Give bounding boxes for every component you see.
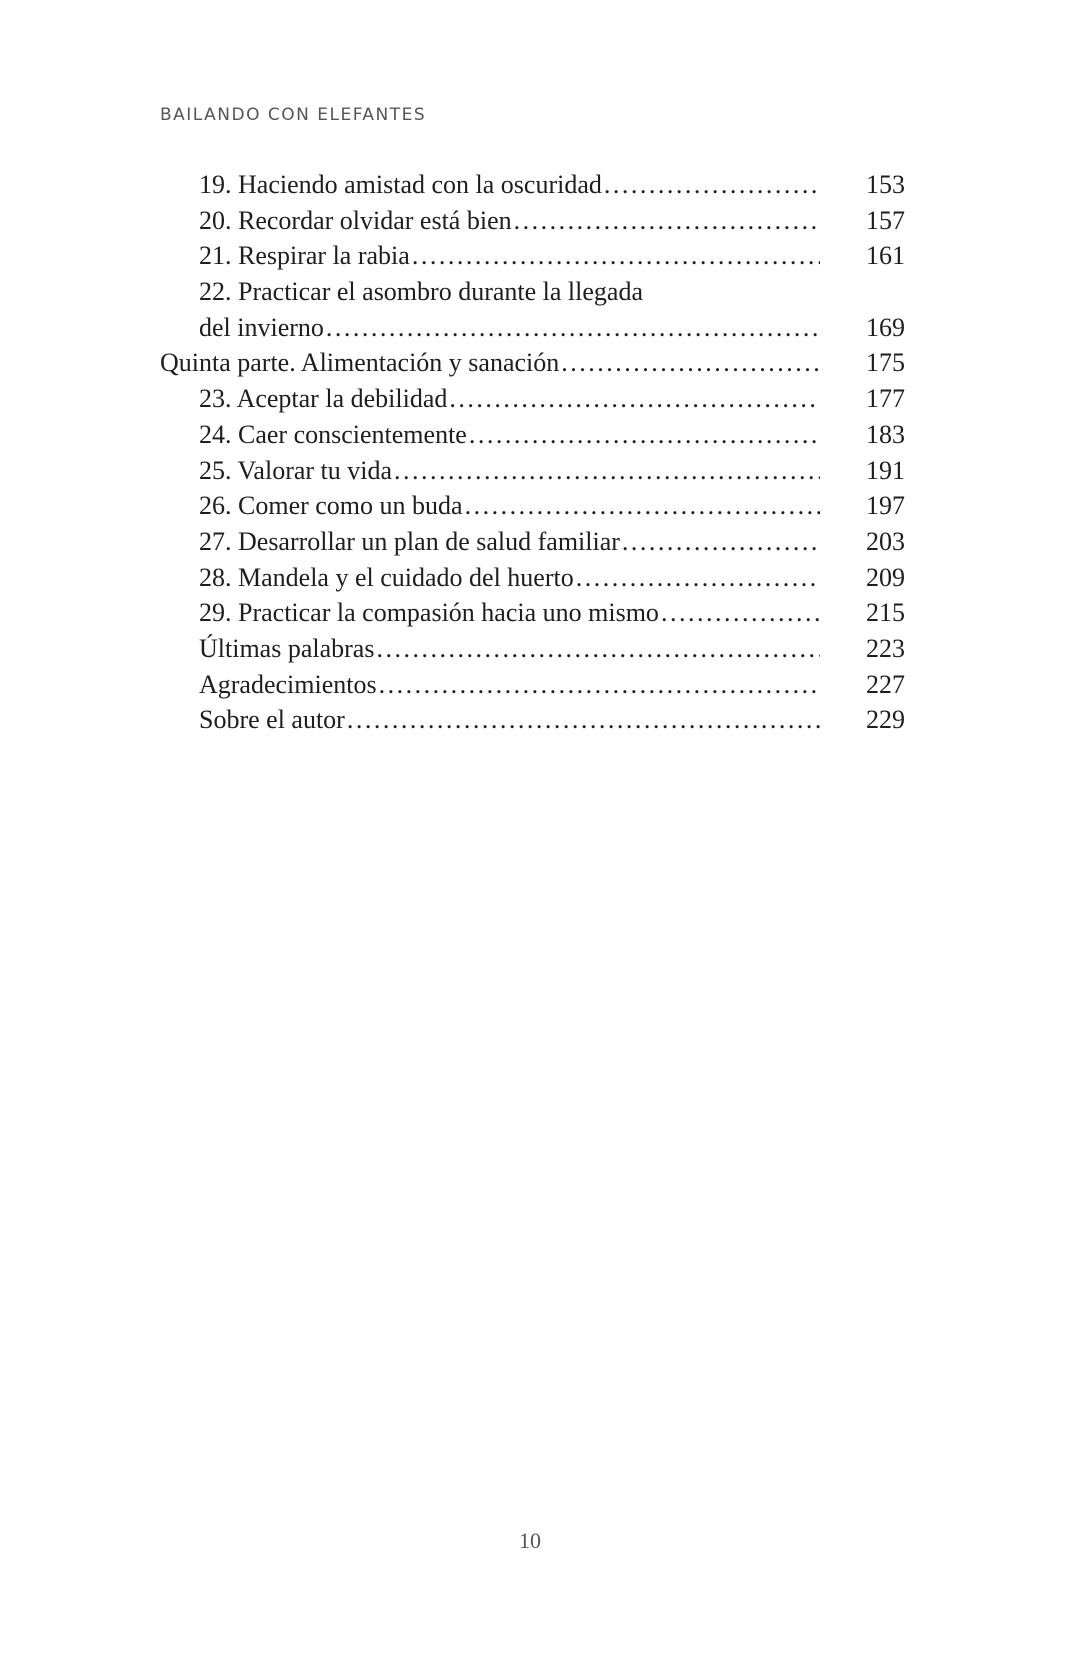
dot-leader (412, 238, 820, 274)
toc-entry-page: 223 (866, 633, 905, 663)
toc-entry-title: 23. Aceptar la debilidad (199, 384, 448, 414)
toc-entry-title: 29. Practicar la compasión hacia uno mismo (199, 598, 659, 628)
dot-leader (379, 667, 820, 703)
toc-entry (160, 702, 905, 738)
toc-entry (160, 631, 905, 667)
toc-entry-title: 25. Valorar tu vida (199, 455, 393, 485)
toc-entry-page: 153 (866, 170, 905, 199)
toc-entry-title: 27. Desarrollar un plan de salud familiar (199, 526, 620, 556)
toc-entry-page: 183 (866, 419, 905, 449)
toc-entry-text (199, 631, 820, 667)
toc-entry (160, 453, 905, 489)
toc-entry-text (199, 667, 820, 703)
toc-entry-text (199, 310, 820, 346)
toc-entry-page: 169 (866, 312, 905, 342)
toc-entry-text (199, 417, 820, 453)
toc-entry (160, 203, 905, 239)
running-head: BAILANDO CON ELEFANTES (160, 105, 427, 125)
dot-leader (561, 345, 820, 381)
toc-entry-title: 20. Recordar olvidar está bien (199, 205, 512, 235)
toc-entry-page: 229 (866, 705, 905, 735)
toc-entry-text (160, 345, 820, 381)
dot-leader (604, 167, 820, 203)
toc-entry-title: Agradecimientos (199, 669, 377, 699)
toc-entry-text (199, 524, 820, 560)
dot-leader (465, 488, 820, 524)
toc-entry-title: Sobre el autor (199, 705, 345, 735)
toc-entry (160, 488, 905, 524)
page-number: 10 (519, 1528, 541, 1553)
toc-entry-text (199, 203, 820, 239)
toc-entry (160, 667, 905, 703)
toc-entry (160, 595, 905, 631)
dot-leader (514, 203, 820, 239)
toc-entry-title: 24. Caer conscientemente (199, 419, 467, 449)
toc-entry-page: 161 (866, 241, 905, 271)
toc-entry (160, 238, 905, 274)
toc-entry-page: 209 (866, 562, 905, 592)
dot-leader (576, 560, 820, 596)
toc-entry-text (199, 274, 820, 310)
toc-entry-text (199, 560, 820, 596)
toc-entry-text (199, 595, 820, 631)
dot-leader (394, 453, 820, 489)
toc-entry-title: Quinta parte. Alimentación y sanación (160, 348, 560, 378)
dot-leader (347, 702, 820, 738)
toc-entry (160, 417, 905, 453)
dot-leader (376, 631, 820, 667)
toc-entry-title: 21. Respirar la rabia (199, 241, 410, 271)
toc-entry-text (199, 167, 820, 203)
dot-leader (449, 381, 820, 417)
toc-entry-page: 227 (866, 669, 905, 699)
toc-entry (160, 345, 905, 381)
toc-entry-title: del invierno (199, 312, 324, 342)
toc-entry-page: 175 (866, 348, 905, 378)
toc-entry-title: 28. Mandela y el cuidado del huerto (199, 562, 574, 592)
toc-entry-page: 191 (866, 455, 905, 485)
toc-entry-page: 215 (866, 598, 905, 628)
toc-entry (160, 167, 905, 203)
toc-entry (160, 381, 905, 417)
toc-entry-title: 26. Comer como un buda (199, 491, 463, 521)
toc-entry-title: Últimas palabras (199, 633, 375, 663)
toc-entry (160, 560, 905, 596)
toc-entry (160, 524, 905, 560)
dot-leader (622, 524, 820, 560)
table-of-contents (160, 167, 905, 738)
toc-entry-page: 203 (866, 526, 905, 556)
toc-entry-title: 19. Haciendo amistad con la oscuridad (199, 170, 602, 199)
toc-entry-page: 197 (866, 491, 905, 521)
toc-entry-page: 177 (866, 384, 905, 414)
toc-entry-text (199, 702, 820, 738)
toc-entry-text (199, 453, 820, 489)
dot-leader (326, 310, 820, 346)
dot-leader (469, 417, 820, 453)
toc-entry-text (199, 238, 820, 274)
dot-leader (661, 595, 820, 631)
toc-entry (160, 310, 905, 346)
toc-entry-text (199, 488, 820, 524)
toc-entry-text (199, 381, 820, 417)
toc-entry (160, 274, 905, 310)
toc-entry-page: 157 (866, 205, 905, 235)
toc-entry-title: 22. Practicar el asombro durante la llegada (199, 277, 643, 307)
